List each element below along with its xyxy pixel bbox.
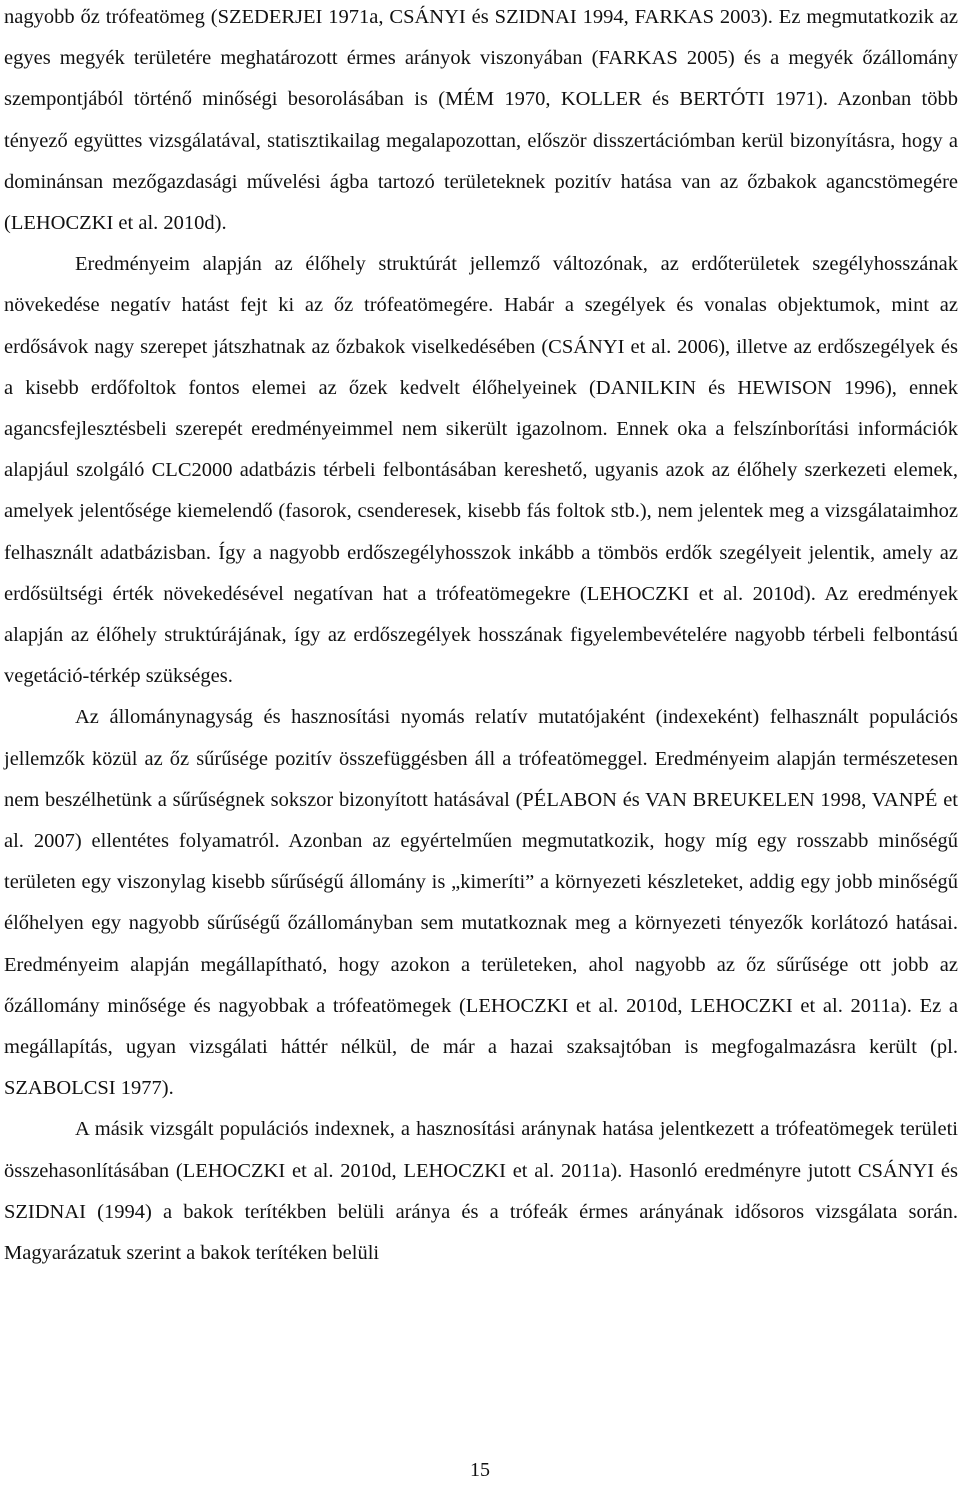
document-page [4, 0, 958, 1274]
paragraph-1: nagyobb őz trófeatömeg (SZEDERJEI 1971a, CSÁNYI és SZIDNAI 1994, FARKAS 2003). Ez megmutatkozik az egyes megyék területére meghatározott érmes arányok viszonyában (FARKAS 2005) és a megyék őzállomány szempontjából történő minőségi besorolásában is (MÉM 1970, KOLLER és BERTÓTI 1971). Azonban több tényező együttes vizsgálatával, statisztikailag megalapozottan, először disszertációmban kerül bizonyításra, hogy a dominánsan mezőgazdasági művelési ágba tartozó területeknek pozitív hatása van az őzbakok agancstömegére (LEHOCZKI et al. 2010d). [4, 6, 958, 235]
paragraph-3: Az állománynagyság és hasznosítási nyomás relatív mutatójaként (indexeként) felhasznált populációs jellemzők közül az őz sűrűsége pozitív összefüggésben áll a trófeatömeggel. Eredményeim alapján természetesen nem beszélhetünk a sűrűségnek sokszor bizonyított hatásával (PÉLABON és VAN BREUKELEN 1998, VANPÉ et al. 2007) ellentétes folyamatról. Azonban az egyértelműen megmutatkozik, hogy míg egy rosszabb minőségű területen egy viszonylag kisebb sűrűségű állomány is „kimeríti” a környezeti készleteket, addig egy jobb minőségű élőhelyen egy nagyobb sűrűségű őzállományban sem mutatkoznak meg a környezeti tényezők korlátozó hatásai. Eredményeim alapján megállapítható, hogy azokon a területeken, ahol nagyobb az őz sűrűsége ott jobb az őzállomány minősége és nagyobbak a trófeatömegek (LEHOCZKI et al. 2010d, LEHOCZKI et al. 2011a). Ez a megállapítás, ugyan vizsgálati háttér nélkül, de már a hazai szaksajtóban is megfogalmazásra került (pl. SZABOLCSI 1977). [4, 706, 958, 1100]
page-number: 15 [470, 1459, 490, 1481]
paragraph-2: Eredményeim alapján az élőhely struktúrát jellemző változónak, az erdőterületek szegélyhosszának növekedése negatív hatást fejt ki az őz trófeatömegére. Habár a szegélyek és vonalas objektumok, mint az erdősávok nagy szerepet játszhatnak az őzbakok viselkedésében (CSÁNYI et al. 2006), illetve az erdőszegélyek és a kisebb erdőfoltok fontos elemei az őzek kedvelt élőhelyeinek (DANILKIN és HEWISON 1996), ennek agancsfejlesztésbeli szerepét eredményeimmel nem sikerült igazolnom. Ennek oka a felszínborítási információk alapjául szolgáló CLC2000 adatbázis térbeli felbontásában kereshető, ugyanis azok az élőhely szerkezeti elemek, amelyek jelentősége kiemelendő (fasorok, csenderesek, kisebb fás foltok stb.), nem jelentek meg a vizsgálataimhoz felhasznált adatbázisban. Így a nagyobb erdőszegélyhosszok inkább a tömbös erdők szegélyeit jelentik, amely az erdősültségi érték növekedésével negatívan hat a trófeatömegekre (LEHOCZKI et al. 2010d). Az eredmények alapján az élőhely struktúrájának, így az erdőszegélyek hosszának figyelembevételére nagyobb térbeli felbontású vegetáció-térkép szükséges. [4, 253, 958, 688]
paragraph-4: A másik vizsgált populációs indexnek, a hasznosítási aránynak hatása jelentkezett a trófeatömegek területi összehasonlításában (LEHOCZKI et al. 2010d, LEHOCZKI et al. 2011a). Hasonló eredményre jutott CSÁNYI és SZIDNAI (1994) a bakok terítékben belüli aránya és a trófeák érmes arányának idősoros vizsgálata során. Magyarázatuk szerint a bakok terítéken belüli [4, 1118, 958, 1265]
